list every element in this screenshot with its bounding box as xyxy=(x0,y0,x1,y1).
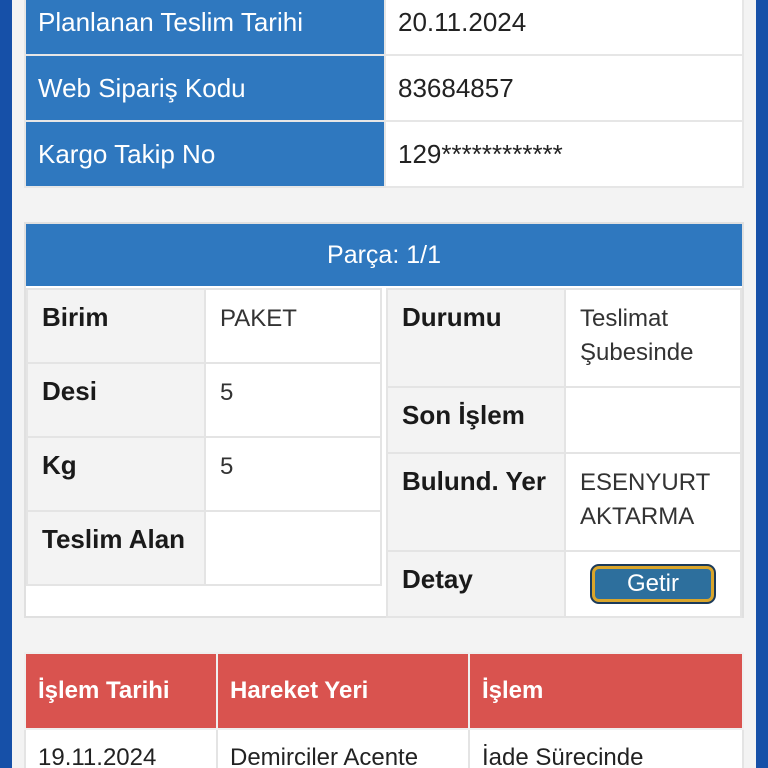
parca-details-right xyxy=(386,288,742,618)
detail-value: PAKET xyxy=(205,289,381,363)
detail-label: Detay xyxy=(387,551,565,617)
parca-details-left xyxy=(26,288,382,586)
detail-row-bulunduğu-yer xyxy=(387,453,741,551)
movement-header-row xyxy=(25,653,743,729)
getir-button[interactable]: Getir xyxy=(592,566,714,602)
info-row-planned-delivery xyxy=(25,0,743,55)
detail-value xyxy=(565,289,741,387)
detail-value xyxy=(565,453,741,551)
detail-row-kg xyxy=(27,437,381,511)
detail-row-detay xyxy=(387,551,741,617)
detail-label: Durumu xyxy=(387,289,565,387)
detail-value xyxy=(565,387,741,453)
info-row-tracking-number xyxy=(25,121,743,187)
detail-label: Son İşlem xyxy=(387,387,565,453)
movement-history-table xyxy=(24,652,744,768)
detail-label: Teslim Alan xyxy=(27,511,205,585)
movement-location-cell: Demirciler Acente xyxy=(217,729,469,768)
detail-value-line: ESENYURT xyxy=(580,469,711,496)
detail-value xyxy=(205,511,381,585)
detail-value-line: Şubesinde xyxy=(580,339,694,366)
detail-label: Desi xyxy=(27,363,205,437)
info-value: 129************ xyxy=(385,121,743,187)
movement-date-cell: 19.11.2024 xyxy=(25,729,217,768)
shipment-info-table xyxy=(24,0,744,188)
detail-row-teslim-alan xyxy=(27,511,381,585)
info-label: Kargo Takip No xyxy=(25,121,385,187)
parca-body xyxy=(26,286,742,616)
info-value: 20.11.2024 xyxy=(385,0,743,55)
movement-action-cell: İade Sürecinde xyxy=(469,729,743,768)
detail-value-line: Teslimat xyxy=(580,305,669,332)
column-header-islem: İşlem xyxy=(469,653,743,729)
detail-label: Kg xyxy=(27,437,205,511)
detail-label: Birim xyxy=(27,289,205,363)
detail-row-birim xyxy=(27,289,381,363)
detail-label: Bulund. Yer xyxy=(387,453,565,551)
detail-row-durumu xyxy=(387,289,741,387)
info-label: Planlanan Teslim Tarihi xyxy=(25,0,385,55)
parca-header: Parça: 1/1 xyxy=(26,224,742,286)
detail-value-line: AKTARMA xyxy=(580,503,695,530)
column-header-hareket-yeri: Hareket Yeri xyxy=(217,653,469,729)
detail-row-son-islem xyxy=(387,387,741,453)
column-header-islem-tarihi: İşlem Tarihi xyxy=(25,653,217,729)
info-row-web-order-code xyxy=(25,55,743,121)
detail-row-desi xyxy=(27,363,381,437)
detail-value: 5 xyxy=(205,437,381,511)
table-row xyxy=(25,729,743,768)
info-value: 83684857 xyxy=(385,55,743,121)
parca-panel xyxy=(24,222,744,618)
info-label: Web Sipariş Kodu xyxy=(25,55,385,121)
detail-action-cell xyxy=(565,551,741,617)
detail-value: 5 xyxy=(205,363,381,437)
shipment-tracking-page xyxy=(12,0,756,768)
